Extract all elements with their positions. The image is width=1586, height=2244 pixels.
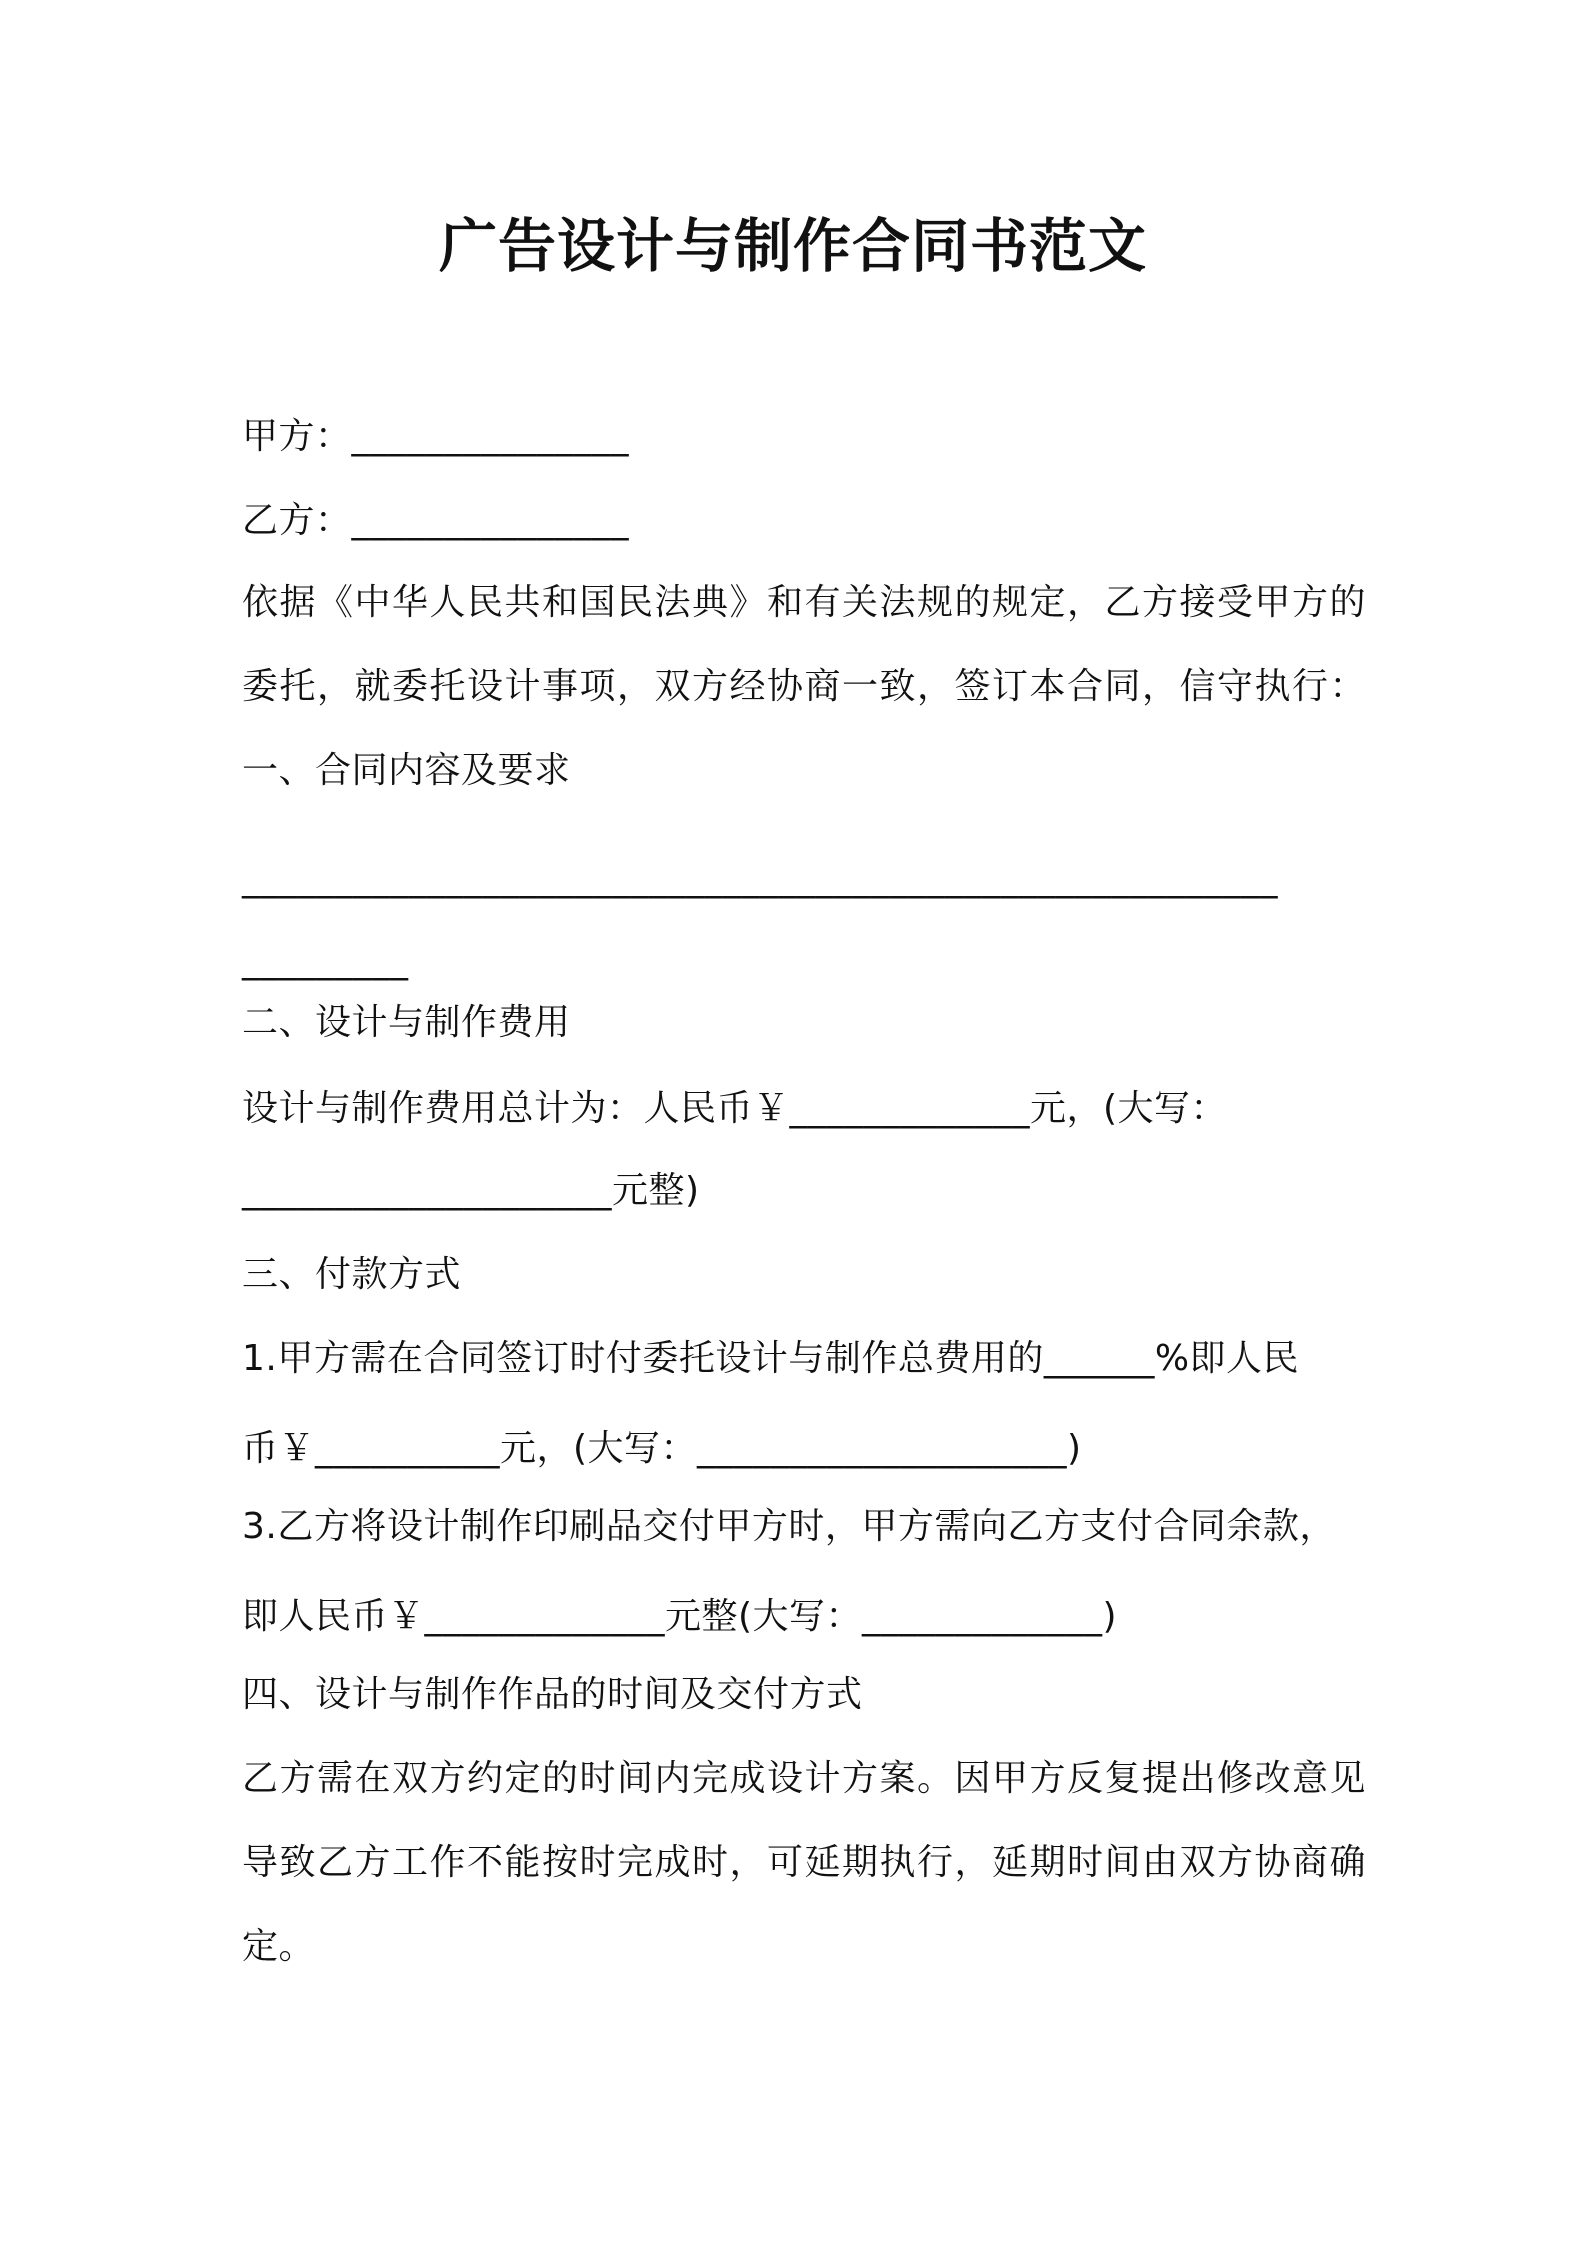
payment-3-line-1: 3.乙方将设计制作印刷品交付甲方时，甲方需向乙方支付合同余款， [242,1506,1336,1547]
document-title: 广告设计与制作合同书范文 [438,212,1147,280]
payment-1-line-1: 1.甲方需在合同签订时付委托设计与制作总费用的______%即人民 [242,1338,1300,1379]
party-b-line: 乙方：_______________ [242,500,630,541]
section-4-heading: 四、设计与制作作品的时间及交付方式 [242,1674,863,1715]
preamble-line-1: 依据《中华人民共和国民法典》和有关法规的规定，乙方接受甲方的 [242,582,1368,623]
delivery-line-3: 定。 [242,1926,316,1967]
party-a-line: 甲方：_______________ [242,416,630,457]
fee-total-line: 设计与制作费用总计为：人民币￥_____________元，(大写： [242,1088,1228,1129]
fee-capital-line: ____________________元整) [242,1170,700,1211]
section-2-heading: 二、设计与制作费用 [242,1002,571,1043]
delivery-line-1: 乙方需在双方约定的时间内完成设计方案。因甲方反复提出修改意见 [242,1758,1368,1799]
section-3-heading: 三、付款方式 [242,1254,462,1295]
section-1-blank-line-1: ________________________________________________________ [242,858,1278,899]
delivery-line-2: 导致乙方工作不能按时完成时，可延期执行，延期时间由双方协商确 [242,1842,1368,1883]
payment-1-line-2: 币￥__________元，(大写：____________________) [242,1428,1082,1469]
payment-3-line-2: 即人民币￥_____________元整(大写：_____________) [242,1596,1118,1637]
section-1-heading: 一、合同内容及要求 [242,750,571,791]
section-1-blank-line-2: _________ [242,940,409,981]
preamble-line-2: 委托，就委托设计事项，双方经协商一致，签订本合同，信守执行： [242,666,1368,707]
